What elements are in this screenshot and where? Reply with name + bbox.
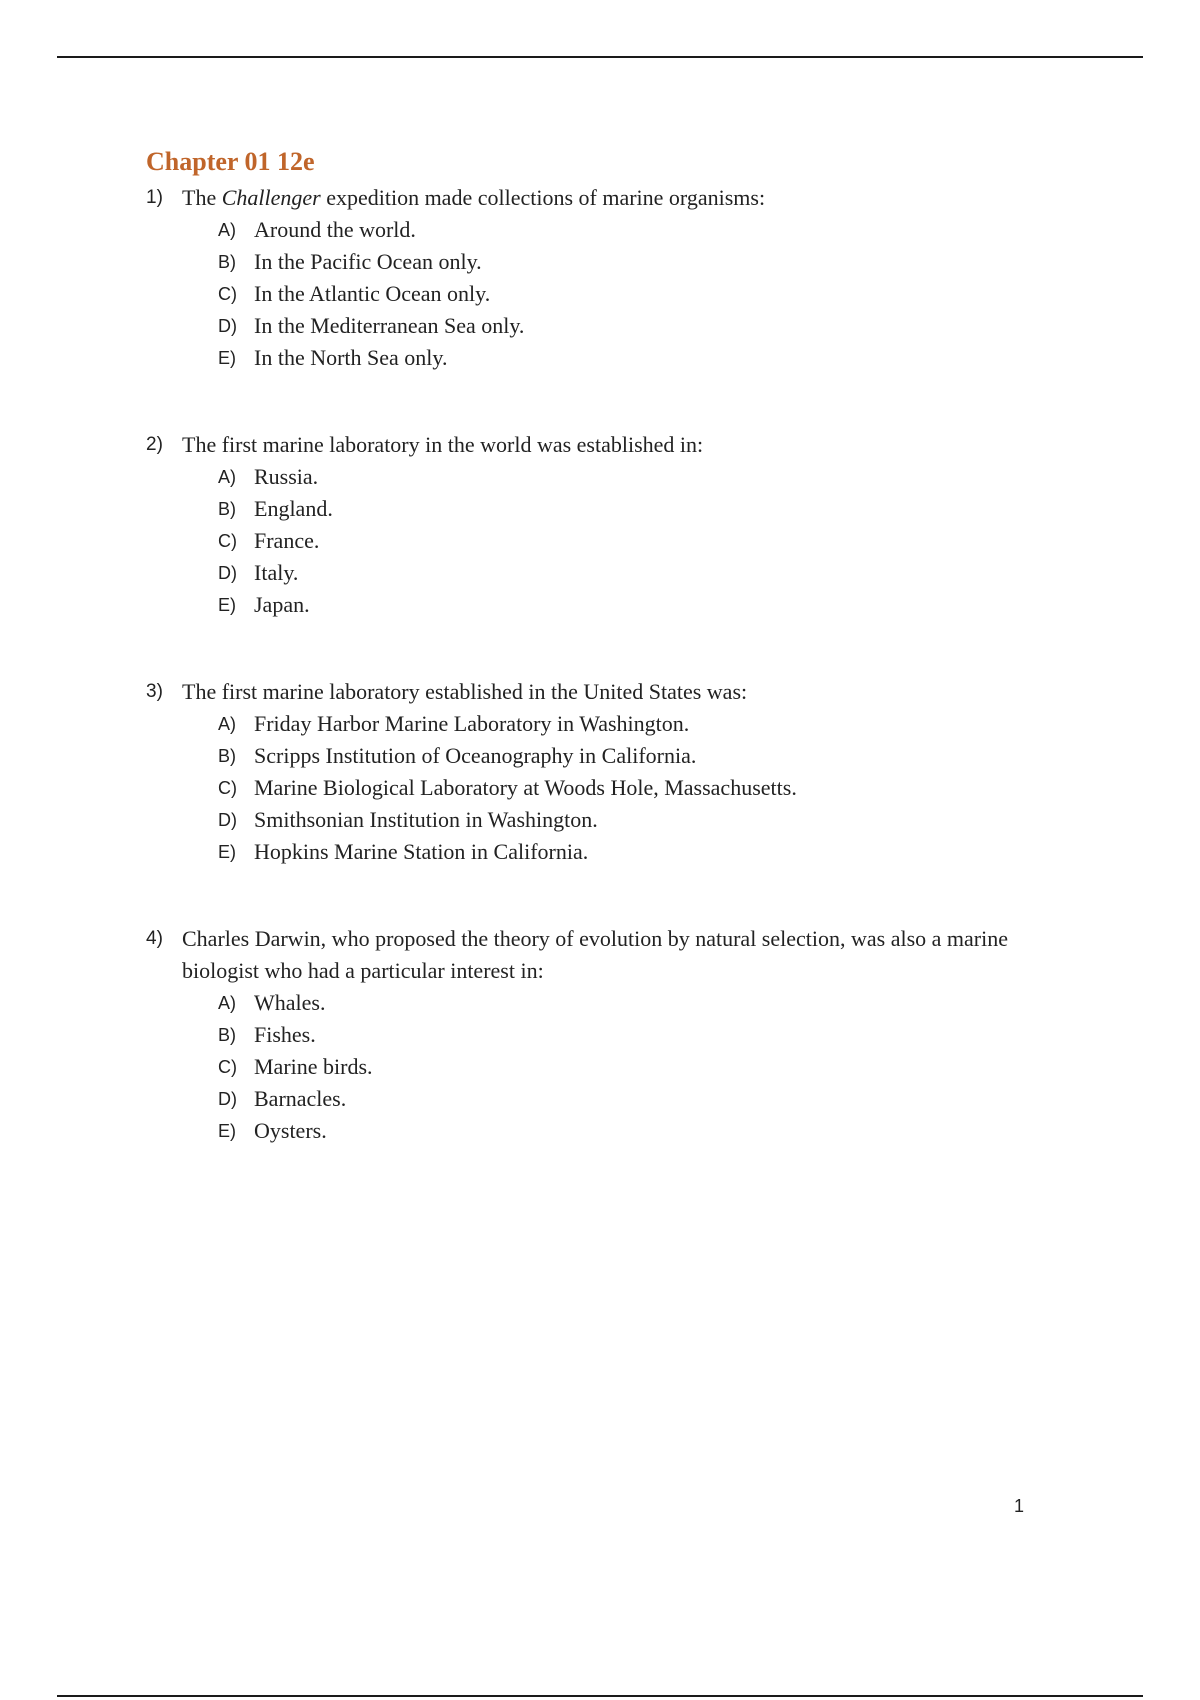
question-text-lead: The (182, 185, 222, 210)
option-text: Japan. (254, 592, 310, 617)
answer-option (218, 772, 1046, 804)
option-letter: E) (218, 595, 236, 615)
option-letter: C) (218, 778, 237, 798)
option-letter: E) (218, 348, 236, 368)
option-text: England. (254, 496, 333, 521)
option-text: Scripps Institution of Oceanography in California. (254, 743, 697, 768)
question-text (182, 182, 1046, 214)
option-letter: E) (218, 1121, 236, 1141)
option-letter: E) (218, 842, 236, 862)
option-letter: A) (218, 714, 236, 734)
answer-options (146, 214, 1046, 374)
answer-option (218, 987, 1046, 1019)
option-text: Whales. (254, 990, 326, 1015)
question-text: The first marine laboratory in the world was established in: (182, 432, 704, 457)
option-text: France. (254, 528, 320, 553)
answer-options (146, 708, 1046, 868)
question-number: 4) (146, 928, 163, 949)
answer-option (218, 708, 1046, 740)
question-text: The first marine laboratory established in the United States was: (182, 679, 748, 704)
answer-option (218, 836, 1046, 868)
answer-option (218, 461, 1046, 493)
chapter-title: Chapter 01 12e (146, 147, 315, 176)
option-text: Oysters. (254, 1118, 327, 1143)
answer-option (218, 804, 1046, 836)
option-text: Fishes. (254, 1022, 316, 1047)
answer-option (218, 589, 1046, 621)
option-text: Barnacles. (254, 1086, 347, 1111)
option-text: In the Pacific Ocean only. (254, 249, 482, 274)
option-text: Friday Harbor Marine Laboratory in Washington. (254, 711, 690, 736)
answer-option (218, 342, 1046, 374)
page-number: 1 (1014, 1496, 1025, 1516)
answer-option (218, 1019, 1046, 1051)
option-letter: B) (218, 746, 236, 766)
option-text: Marine Biological Laboratory at Woods Hole, Massachusetts. (254, 775, 797, 800)
question-text: Charles Darwin, who proposed the theory of evolution by natural selection, was also a marine biologist who had a particular interest in: (182, 926, 1008, 983)
question-stem (146, 923, 1046, 987)
option-letter: C) (218, 531, 237, 551)
document-body (146, 142, 1046, 1202)
header-rule (57, 56, 1143, 58)
question-number: 3) (146, 681, 163, 702)
ship-name-italic: Challenger (221, 185, 321, 210)
option-letter: C) (218, 284, 237, 304)
answer-option (218, 740, 1046, 772)
option-text: Smithsonian Institution in Washington. (254, 807, 598, 832)
option-letter: C) (218, 1057, 237, 1077)
option-letter: D) (218, 316, 237, 336)
question-1 (146, 182, 1046, 374)
option-text: Hopkins Marine Station in California. (254, 839, 589, 864)
option-letter: B) (218, 252, 236, 272)
question-stem (146, 676, 1046, 708)
question-3 (146, 676, 1046, 868)
question-number: 1) (146, 187, 163, 208)
answer-option (218, 278, 1046, 310)
option-letter: B) (218, 1025, 236, 1045)
answer-options (146, 987, 1046, 1147)
question-2 (146, 429, 1046, 621)
question-stem (146, 429, 1046, 461)
option-text: In the Atlantic Ocean only. (254, 281, 491, 306)
option-text: Marine birds. (254, 1054, 373, 1079)
answer-option (218, 557, 1046, 589)
answer-option (218, 493, 1046, 525)
option-text: In the Mediterranean Sea only. (254, 313, 525, 338)
answer-option (218, 214, 1046, 246)
answer-option (218, 246, 1046, 278)
option-letter: A) (218, 993, 236, 1013)
question-text-tail: expedition made collections of marine organisms: (320, 185, 766, 210)
option-letter: D) (218, 1089, 237, 1109)
option-text: Italy. (254, 560, 299, 585)
answer-options (146, 461, 1046, 621)
option-text: Around the world. (254, 217, 416, 242)
option-letter: D) (218, 563, 237, 583)
question-number: 2) (146, 434, 163, 455)
answer-option (218, 1115, 1046, 1147)
question-stem (146, 182, 1046, 214)
answer-option (218, 525, 1046, 557)
option-text: Russia. (254, 464, 319, 489)
option-letter: D) (218, 810, 237, 830)
answer-option (218, 1051, 1046, 1083)
option-letter: A) (218, 220, 236, 240)
answer-option (218, 310, 1046, 342)
answer-option (218, 1083, 1046, 1115)
footer-rule (57, 1695, 1143, 1697)
option-letter: A) (218, 467, 236, 487)
option-letter: B) (218, 499, 236, 519)
question-4 (146, 923, 1046, 1147)
option-text: In the North Sea only. (254, 345, 448, 370)
